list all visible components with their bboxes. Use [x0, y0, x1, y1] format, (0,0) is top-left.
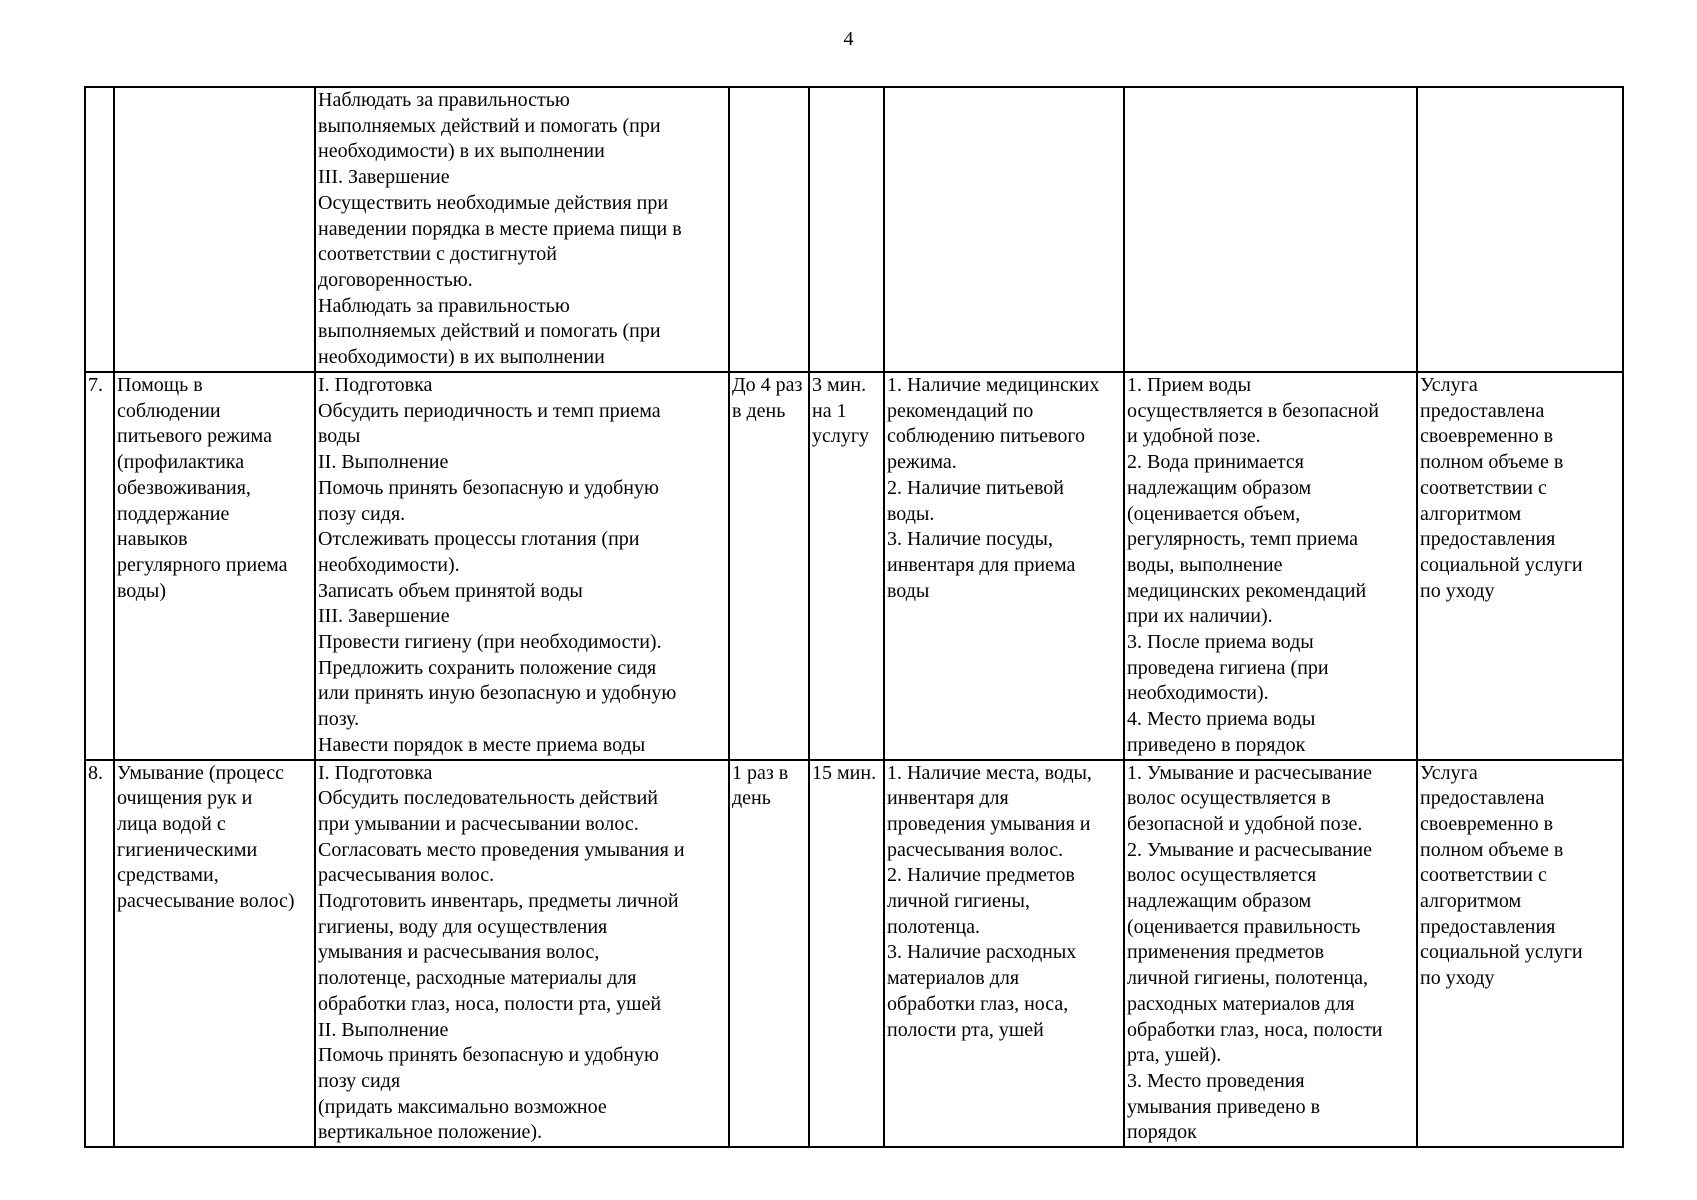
cell-service-name: Помощь в соблюдении питьевого режима (профилактика обезвоживания, поддержание навыков регулярного приема воды) [114, 372, 315, 760]
cell-evaluation [1417, 87, 1623, 372]
table-row-7 [85, 372, 1623, 760]
cell-duration: 3 мин. на 1 услугу [809, 372, 884, 760]
cell-conditions [884, 87, 1124, 372]
cell-evaluation: Услуга предоставлена своевременно в полном объеме в соответствии с алгоритмом предоставления социальной услуги по уходу [1417, 760, 1623, 1148]
cell-number [85, 87, 114, 372]
table-row-8 [85, 760, 1623, 1148]
cell-result [1124, 87, 1417, 372]
cell-duration [809, 87, 884, 372]
cell-procedure-steps: Наблюдать за правильностью выполняемых действий и помогать (при необходимости) в их выполнении III. Завершение Осуществить необходимые действия при наведении порядка в месте приема пищи в соответствии с достигнутой договоренностью. Наблюдать за правильностью выполняемых действий и помогать (при необходимости) в их выполнении [315, 87, 729, 372]
cell-evaluation: Услуга предоставлена своевременно в полном объеме в соответствии с алгоритмом предоставления социальной услуги по уходу [1417, 372, 1623, 760]
cell-duration: 15 мин. [809, 760, 884, 1148]
cell-frequency [729, 87, 809, 372]
cell-conditions: 1. Наличие места, воды, инвентаря для проведения умывания и расчесывания волос. 2. Наличие предметов личной гигиены, полотенца. 3. Наличие расходных материалов для обработки глаз, носа, полости рта, ушей [884, 760, 1124, 1148]
page-number: 4 [843, 28, 854, 50]
cell-conditions: 1. Наличие медицинских рекомендаций по соблюдению питьевого режима. 2. Наличие питьевой воды. 3. Наличие посуды, инвентаря для приема воды [884, 372, 1124, 760]
cell-result: 1. Прием воды осуществляется в безопасной и удобной позе. 2. Вода принимается надлежащим образом (оценивается объем, регулярность, темп приема воды, выполнение медицинских рекомендаций при их наличии). 3. После приема воды проведена гигиена (при необходимости). 4. Место приема воды приведено в порядок [1124, 372, 1417, 760]
cell-number: 8. [85, 760, 114, 1148]
cell-result: 1. Умывание и расчесывание волос осуществляется в безопасной и удобной позе. 2. Умывание и расчесывание волос осуществляется надлежащим образом (оценивается правильность применения предметов личной гигиены, полотенца, расходных материалов для обработки глаз, носа, полости рта, ушей). 3. Место проведения умывания приведено в порядок [1124, 760, 1417, 1148]
cell-service-name [114, 87, 315, 372]
cell-frequency: До 4 раз в день [729, 372, 809, 760]
cell-frequency: 1 раз в день [729, 760, 809, 1148]
cell-procedure-steps: I. Подготовка Обсудить последовательность действий при умывании и расчесывании волос. Согласовать место проведения умывания и расчесывания волос. Подготовить инвентарь, предметы личной гигиены, воду для осуществления умывания и расчесывания волос, полотенце, расходные материалы для обработки глаз, носа, полости рта, ушей II. Выполнение Помочь принять безопасную и удобную позу сидя (придать максимально возможное вертикальное положение). [315, 760, 729, 1148]
table-row-continuation [85, 87, 1623, 372]
cell-procedure-steps: I. Подготовка Обсудить периодичность и темп приема воды II. Выполнение Помочь принять безопасную и удобную позу сидя. Отслеживать процессы глотания (при необходимости). Записать объем принятой воды III. Завершение Провести гигиену (при необходимости). Предложить сохранить положение сидя или принять иную безопасную и удобную позу. Навести порядок в месте приема воды [315, 372, 729, 760]
services-table [84, 86, 1624, 1148]
cell-number: 7. [85, 372, 114, 760]
cell-service-name: Умывание (процесс очищения рук и лица водой с гигиеническими средствами, расчесывание волос) [114, 760, 315, 1148]
